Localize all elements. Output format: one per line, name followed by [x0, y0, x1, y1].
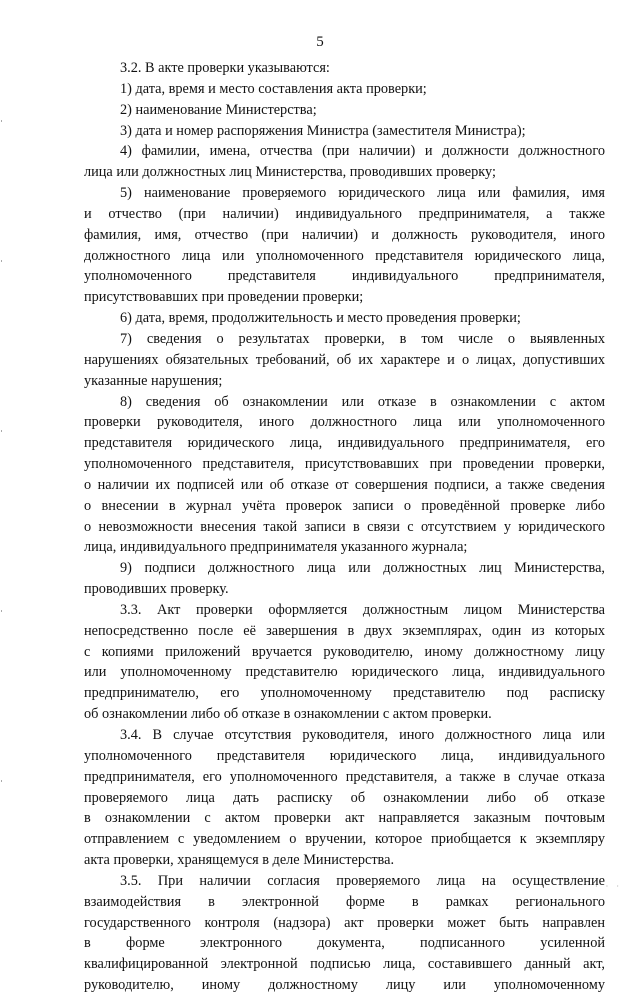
text-line: 6) дата, время, продолжительность и место проведения проверки; — [120, 310, 521, 327]
text-line: о наличии их подписей или об отказе от совершения подписи, а также сведения — [84, 476, 605, 493]
text-line: о невозможности внесения такой записи в связи с отсутствием у юридического — [84, 518, 605, 535]
text-line: 3) дата и номер распоряжения Министра (заместителя Министра); — [120, 122, 526, 139]
text-line: 2) наименование Министерства; — [120, 101, 317, 118]
text-line: нарушениях обязательных требований, об их характере и о лицах, допустивших — [84, 351, 605, 368]
text-line: в ознакомлении с актом проверки акт направляется заказным почтовым — [84, 810, 605, 827]
text-line: и отчество (при наличии) индивидуального предпринимателя, а также — [84, 205, 605, 222]
text-line: уполномоченного представителя, присутствовавших при проведении проверки, — [84, 456, 605, 473]
text-line: указанные нарушения; — [84, 372, 223, 389]
text-line: 3.4. В случае отсутствия руководителя, иного должностного лица или — [120, 727, 605, 743]
scan-margin-marks — [0, 0, 4, 905]
text-line: лица или должностных лиц Министерства, проводивших проверку; — [84, 164, 496, 181]
text-line: представителя юридического лица, индивидуального предпринимателя, его — [84, 435, 605, 452]
text-line: предпринимателю, его уполномоченному представителю под расписку — [84, 685, 605, 702]
text-line: 3.5. При наличии согласия проверяемого лица на осуществление — [120, 872, 605, 889]
text-line: проверки руководителя, иного должностного лица или уполномоченного — [84, 414, 605, 431]
page-number: 5 — [316, 34, 324, 50]
text-line: руководителю, иному должностному лицу или уполномоченному — [84, 977, 605, 994]
text-line: акта проверки, хранящемуся в деле Министерства. — [84, 852, 395, 869]
text-line: 7) сведения о результатах проверки, в том числе о выявленных — [120, 330, 605, 347]
text-line: лица, индивидуального предпринимателя указанного журнала; — [84, 539, 468, 556]
text-line: в форме электронного документа, подписанного усиленной — [84, 935, 605, 952]
text-line: 8) сведения об ознакомлении или отказе в ознакомлении с актом — [120, 393, 605, 410]
text-line: 3.3. Акт проверки оформляется должностным лицом Министерства — [120, 601, 605, 618]
text-line: или уполномоченному представителю юридического лица, индивидуального — [84, 664, 605, 681]
text-line: проверяемого лица дать расписку об ознакомлении либо об отказе — [84, 789, 605, 806]
text-line: 4) фамилии, имена, отчества (при наличии) и должности должностного — [120, 143, 605, 160]
text-line: с копиями приложений вручается руководителю, иному должностному лицу — [84, 643, 605, 660]
text-line: 5) наименование проверяемого юридического лица или фамилия, имя — [120, 185, 605, 202]
text-line: проводивших проверку. — [84, 581, 229, 598]
scan-corner-marks: · · · — [595, 882, 622, 891]
text-line: 1) дата, время и место составления акта проверки; — [120, 80, 427, 97]
text-line: фамилия, имя, отчество (при наличии) и должность руководителя, иного — [84, 226, 605, 243]
text-line: взаимодействия в электронной форме в рамках регионального — [84, 893, 605, 910]
text-line: отправлением с уведомлением о вручении, которое приобщается к экземпляру — [84, 831, 605, 848]
text-line: уполномоченного представителя индивидуального предпринимателя, — [84, 268, 605, 285]
text-line: должностного лица или уполномоченного представителя юридического лица, — [84, 247, 605, 264]
text-line: государственного контроля (надзора) акт проверки может быть направлен — [84, 914, 605, 931]
text-line: об ознакомлении либо об отказе в ознакомлении с актом проверки. — [84, 706, 492, 723]
text-line: присутствовавших при проведении проверки; — [84, 289, 364, 306]
text-line: о внесении в журнал учёта проверок записи о проведённой проверке либо — [84, 497, 605, 514]
document-body — [84, 58, 605, 996]
text-line: предпринимателя, его уполномоченного представителя, а также в случае отказа — [84, 768, 605, 785]
text-line: квалифицированной электронной подписью лица, составившего данный акт, — [84, 956, 605, 973]
text-line: 9) подписи должностного лица или должностных лиц Министерства, — [120, 560, 605, 577]
text-line: уполномоченного представителя юридического лица, индивидуального — [84, 747, 605, 764]
text-line: 3.2. В акте проверки указываются: — [120, 60, 330, 76]
text-line: непосредственно после её завершения в двух экземплярах, один из которых — [84, 622, 605, 639]
